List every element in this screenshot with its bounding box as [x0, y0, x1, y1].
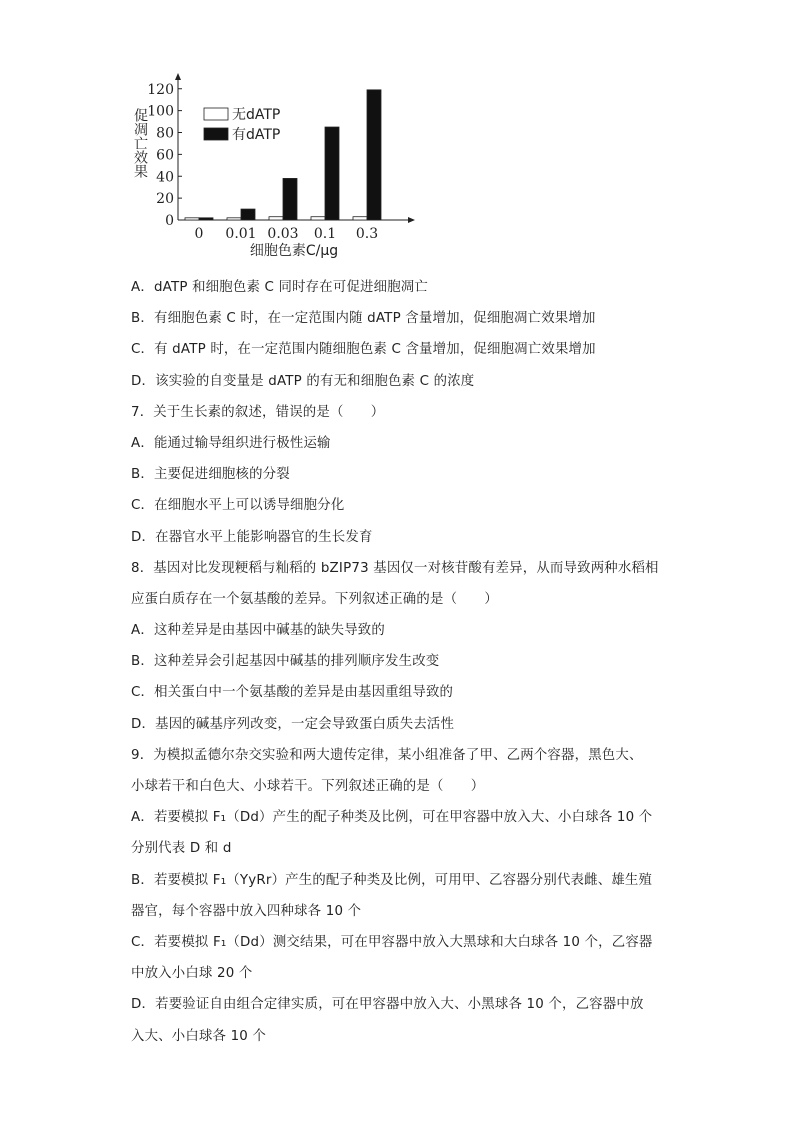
y-tick-label: 20 — [156, 191, 174, 208]
y-tick-label: 100 — [147, 103, 174, 120]
x-tick-label: 0.01 — [225, 226, 257, 242]
text-line: C．相关蛋白中一个氨基酸的差异是由基因重组导致的 — [131, 685, 454, 701]
text-line: D．若要验证自由组合定律实质，可在甲容器中放入大、小黑球各 10 个，乙容器中放 — [131, 997, 644, 1013]
text-line: 器官，每个容器中放入四种球各 10 个 — [131, 903, 362, 919]
legend-swatch — [204, 108, 228, 120]
bar-with-datp — [367, 90, 381, 220]
text-line: 9．为模拟孟德尔杂交实验和两大遗传定律，某小组准备了甲、乙两个容器，黑色大、 — [131, 747, 643, 763]
text-line: D．该实验的自变量是 dATP 的有无和细胞色素 C 的浓度 — [131, 373, 475, 389]
y-tick-label: 60 — [156, 147, 174, 164]
x-tick-label: 0 — [194, 226, 204, 242]
bar-chart — [120, 70, 440, 270]
text-line: B．主要促进细胞核的分裂 — [131, 467, 290, 483]
y-tick-label: 80 — [156, 125, 174, 142]
legend-label: 有dATP — [232, 127, 281, 143]
text-line: B．有细胞色素 C 时，在一定范围内随 dATP 含量增加，促细胞凋亡效果增加 — [131, 311, 596, 327]
text-line: 7．关于生长素的叙述，错误的是（ ） — [131, 404, 385, 420]
x-axis-arrow — [408, 217, 415, 223]
bar-no-datp — [311, 217, 325, 220]
text-line: A．这种差异是由基因中碱基的缺失导致的 — [131, 623, 385, 639]
text-line: 入大、小白球各 10 个 — [131, 1028, 267, 1044]
y-axis-label: 促凋亡效果 — [132, 108, 148, 178]
y-axis-arrow — [175, 73, 181, 80]
text-line: 应蛋白质存在一个氨基酸的差异。下列叙述正确的是（ ） — [131, 591, 498, 607]
y-tick-label: 0 — [165, 213, 174, 229]
text-line: A．dATP 和细胞色素 C 同时存在可促进细胞凋亡 — [131, 280, 428, 295]
text-line: C．在细胞水平上可以诱导细胞分化 — [131, 498, 345, 514]
text-line: C．有 dATP 时，在一定范围内随细胞色素 C 含量增加，促细胞凋亡效果增加 — [131, 342, 596, 358]
chart-svg — [120, 70, 440, 270]
text-line: D．在器官水平上能影响器官的生长发育 — [131, 529, 373, 545]
x-tick-label: 0.3 — [355, 226, 379, 242]
bar-no-datp — [227, 218, 241, 220]
legend-label: 无dATP — [232, 107, 281, 123]
bar-with-datp — [325, 127, 339, 220]
text-line: B．若要模拟 F₁（YyRr）产生的配子种类及比例，可用甲、乙容器分别代表雌、雄生殖 — [131, 872, 653, 888]
bar-no-datp — [185, 218, 199, 220]
bar-with-datp — [199, 218, 213, 220]
text-line: A．若要模拟 F₁（Dd）产生的配子种类及比例，可在甲容器中放入大、小白球各 10 个 — [131, 810, 653, 826]
text-line: B．这种差异会引起基因中碱基的排列顺序发生改变 — [131, 654, 440, 670]
bar-with-datp — [283, 178, 297, 220]
bar-no-datp — [353, 217, 367, 220]
text-line: C．若要模拟 F₁（Dd）测交结果，可在甲容器中放入大黑球和大白球各 10 个，乙容器 — [131, 934, 653, 950]
text-line: 分别代表 D 和 d — [131, 841, 232, 857]
y-tick-label: 120 — [147, 81, 174, 98]
bar-no-datp — [269, 217, 283, 220]
y-tick-label: 40 — [156, 169, 174, 186]
bar-with-datp — [241, 209, 255, 220]
legend-swatch — [204, 128, 228, 140]
x-tick-label: 0.03 — [267, 226, 299, 242]
text-line: A．能通过输导组织进行极性运输 — [131, 435, 331, 451]
x-tick-label: 0.1 — [313, 226, 337, 242]
question-text — [131, 272, 691, 1052]
text-line: 8．基因对比发现粳稻与籼稻的 bZIP73 基因仅一对核苷酸有差异，从而导致两种水稻相 — [131, 560, 659, 576]
text-line: 中放入小白球 20 个 — [131, 966, 253, 982]
x-axis-label: 细胞色素C/μg — [249, 243, 339, 259]
text-line: 小球若干和白色大、小球若干。下列叙述正确的是（ ） — [131, 779, 485, 794]
text-line: D．基因的碱基序列改变，一定会导致蛋白质失去活性 — [131, 716, 455, 732]
